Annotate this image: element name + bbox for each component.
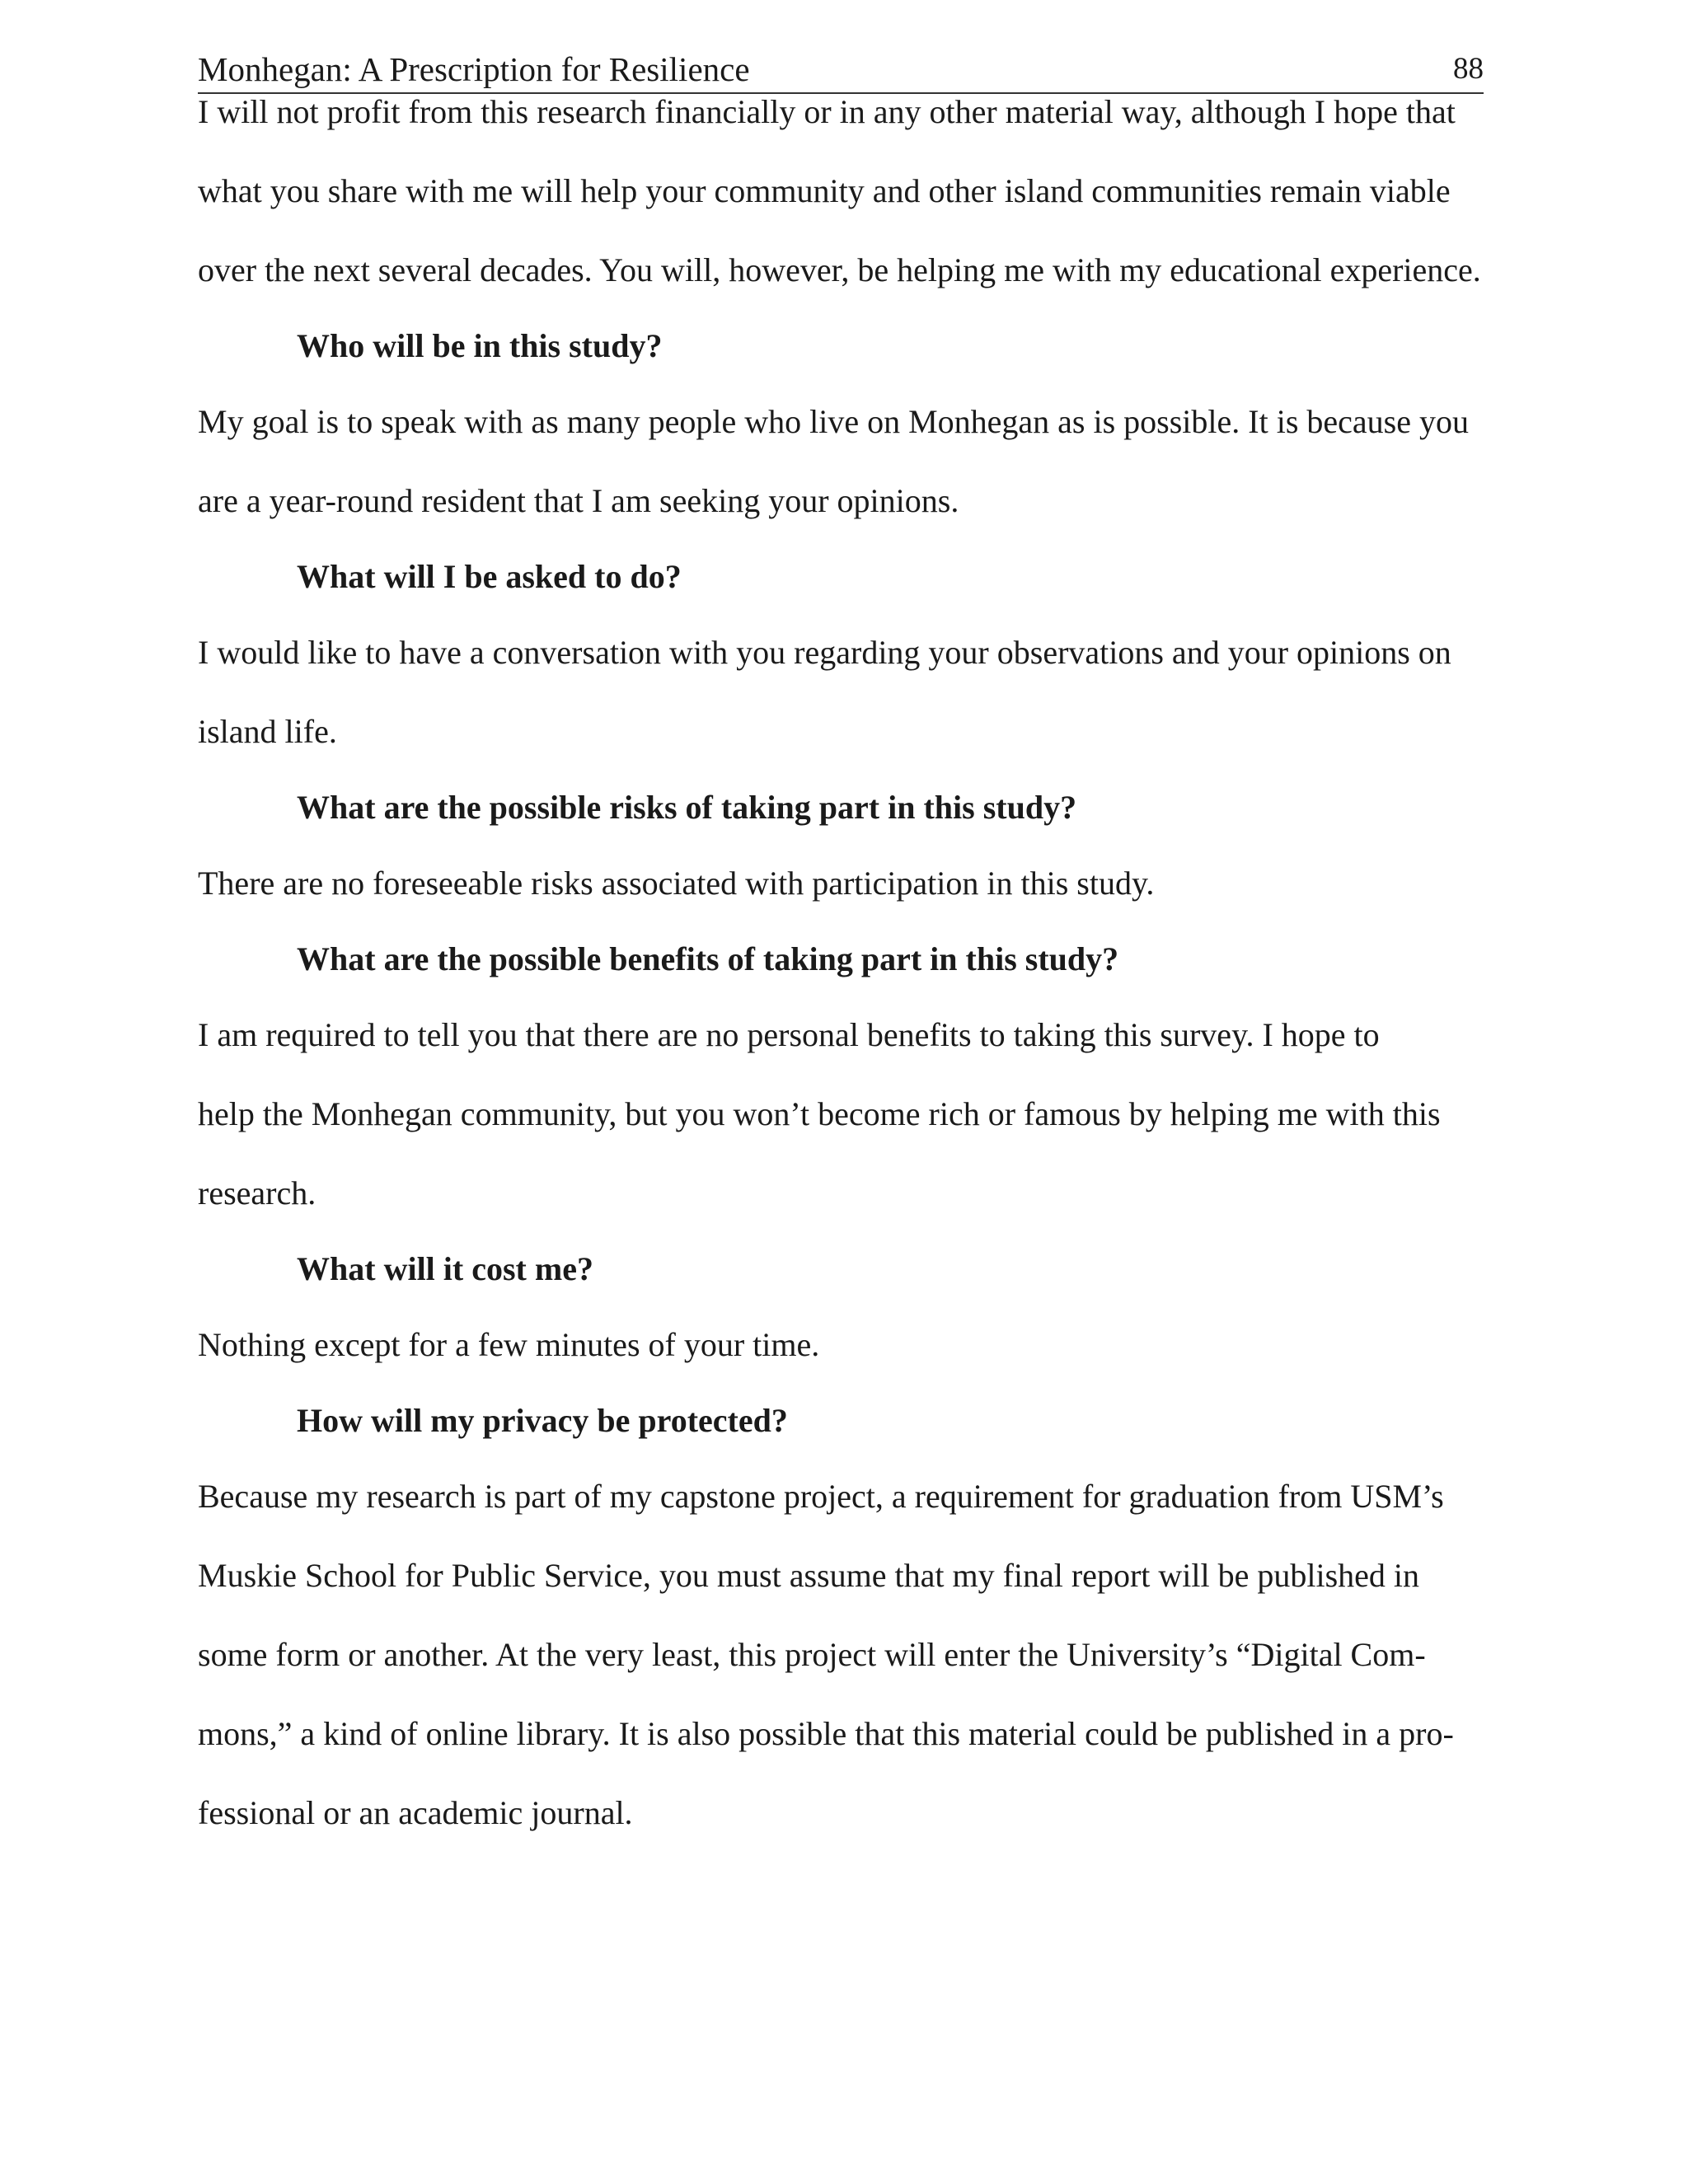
body-paragraph: [198, 613, 1484, 771]
paragraph-line: some form or another. At the very least, this project will enter the University’s “Digital Com-: [198, 1636, 1426, 1673]
document-page: [198, 48, 1484, 1853]
section-heading: Who will be in this study?: [297, 327, 663, 364]
paragraph-line: Because my research is part of my capstone project, a requirement for graduation from USM’s: [198, 1478, 1444, 1515]
paragraph-line: help the Monhegan community, but you won’t become rich or famous by helping me with this: [198, 1095, 1441, 1132]
paragraph-line: Nothing except for a few minutes of your time.: [198, 1326, 820, 1363]
section-heading: How will my privacy be protected?: [297, 1402, 788, 1439]
paragraph-line: over the next several decades. You will, however, be helping me with my educational experience.: [198, 251, 1481, 288]
paragraph-line: what you share with me will help your community and other island communities remain viable: [198, 172, 1451, 209]
section-heading: What are the possible benefits of taking part in this study?: [297, 940, 1119, 977]
page-number: 88: [1453, 52, 1484, 86]
document-body: [198, 73, 1484, 1853]
paragraph-line: There are no foreseeable risks associated with participation in this study.: [198, 865, 1155, 902]
paragraph-line: My goal is to speak with as many people who live on Monhegan as is possible. It is because you: [198, 403, 1469, 440]
body-paragraph: [198, 1305, 1484, 1385]
body-paragraph: [198, 382, 1484, 541]
paragraph-line: mons,” a kind of online library. It is also possible that this material could be published in a pro-: [198, 1715, 1454, 1752]
section-heading: What are the possible risks of taking part in this study?: [297, 789, 1077, 826]
body-paragraph: [198, 1457, 1484, 1853]
body-paragraph: [198, 996, 1484, 1233]
body-paragraph: [198, 73, 1484, 310]
paragraph-line: Muskie School for Public Service, you must assume that my final report will be published in: [198, 1557, 1420, 1594]
paragraph-line: island life.: [198, 713, 337, 750]
paragraph-line: I will not profit from this research financially or in any other material way, although I hope that: [198, 93, 1456, 130]
body-paragraph: [198, 844, 1484, 923]
paragraph-line: are a year-round resident that I am seeking your opinions.: [198, 482, 959, 519]
running-title: Monhegan: A Prescription for Resilience: [198, 50, 750, 88]
paragraph-line: I am required to tell you that there are no personal benefits to taking this survey. I hope to: [198, 1016, 1380, 1053]
paragraph-line: fessional or an academic journal.: [198, 1794, 633, 1831]
paragraph-line: I would like to have a conversation with you regarding your observations and your opinions on: [198, 634, 1451, 671]
paragraph-line: research.: [198, 1174, 316, 1212]
section-heading: What will I be asked to do?: [297, 558, 682, 595]
section-heading: What will it cost me?: [297, 1250, 593, 1287]
